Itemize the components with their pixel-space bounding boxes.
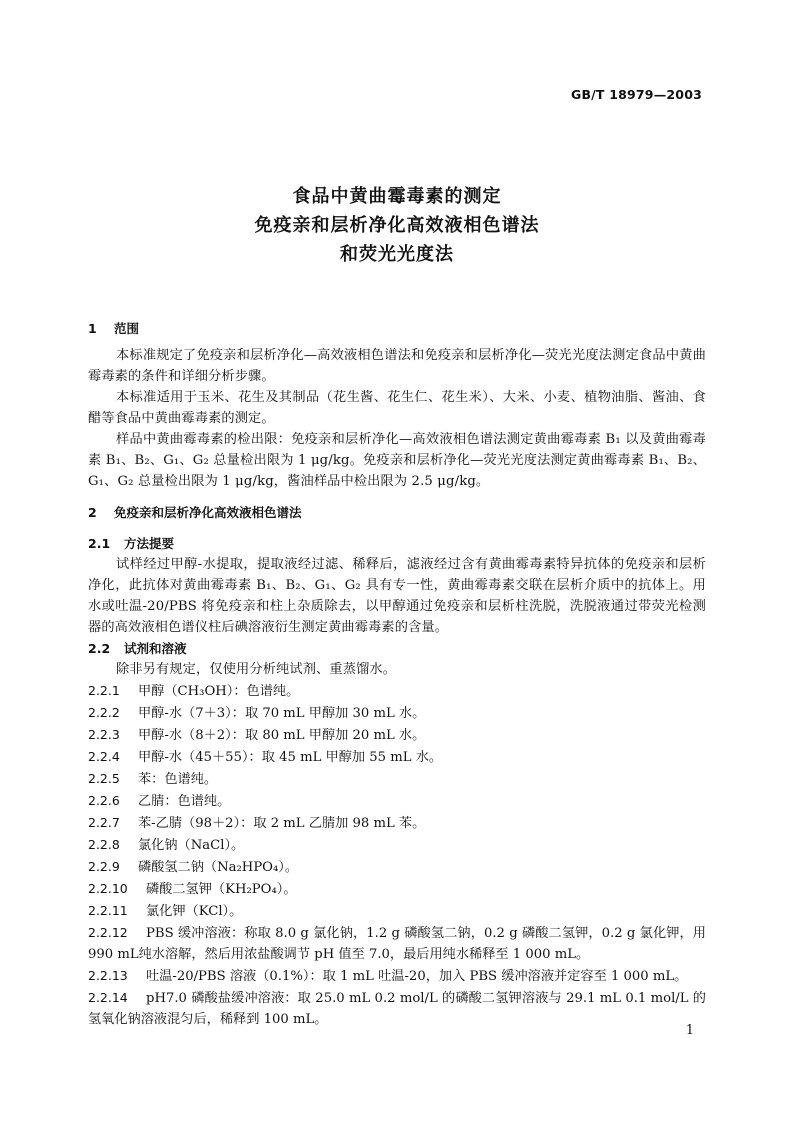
item-text: 甲醇（CH₃OH）：色谱纯。 — [138, 684, 300, 699]
section-number: 1 — [88, 321, 97, 336]
item-text: 磷酸二氢钾（KH₂PO₄）。 — [146, 882, 297, 897]
item-number: 2.2.7 — [88, 815, 120, 830]
title-line-3: 和荧光光度法 — [340, 244, 454, 265]
paragraph: 本标准规定了免疫亲和层析净化—高效液相色谱法和免疫亲和层析净化—荧光光度法测定食品中黄曲霉毒素的条件和详细分析步骤。 — [88, 348, 706, 384]
section-title: 范围 — [114, 321, 140, 336]
item-number: 2.2.1 — [88, 683, 120, 698]
item-text: 甲醇-水（7＋3）：取 70 mL 甲醇加 30 mL 水。 — [138, 706, 426, 721]
section-number: 2 — [88, 505, 97, 520]
item-text: 氯化钠（NaCl）。 — [138, 838, 245, 853]
document-title — [0, 182, 794, 269]
item-number: 2.2.2 — [88, 705, 120, 720]
list-item — [88, 856, 706, 878]
list-item — [88, 834, 706, 856]
item-number: 2.2.10 — [88, 881, 128, 896]
title-line-2: 免疫亲和层析净化高效液相色谱法 — [254, 215, 540, 236]
item-number: 2.2.5 — [88, 771, 120, 786]
item-number: 2.2.4 — [88, 749, 120, 764]
subsection-number: 2.1 — [88, 536, 111, 551]
paragraph: 试样经过甲醇-水提取，提取液经过滤、稀释后，滤液经过含有黄曲霉毒素特异抗体的免疫亲和层析净化，此抗体对黄曲霉毒素 B₁、B₂、G₁、G₂ 具有专一性，黄曲霉毒素交联在层析介质中的抗体上。用水或吐温-20/PBS 将免疫亲和柱上杂质除去，以甲醇通过免疫亲和层析柱洗脱，洗脱液通过带荧光检测器的高效液相色谱仪柱后碘溶液衍生测定黄曲霉毒素的含量。 — [88, 557, 706, 635]
page-number: 1 — [685, 1023, 694, 1038]
item-number: 2.2.14 — [88, 990, 128, 1005]
section-1-heading — [88, 318, 706, 339]
item-text: 氯化钾（KCl）。 — [146, 904, 243, 919]
section-2-heading — [88, 502, 706, 523]
list-item — [88, 900, 706, 922]
item-text: 磷酸氢二钠（Na₂HPO₄）。 — [138, 860, 299, 875]
item-text: 苯-乙腈（98＋2）：取 2 mL 乙腈加 98 mL 苯。 — [138, 816, 426, 831]
item-number: 2.2.8 — [88, 837, 120, 852]
item-number: 2.2.13 — [88, 968, 128, 983]
item-text: 苯：色谱纯。 — [138, 772, 218, 787]
list-item — [88, 724, 706, 746]
list-item — [88, 987, 706, 1030]
list-item — [88, 965, 706, 987]
standard-code: GB/T 18979—2003 — [570, 87, 702, 102]
subsection-number: 2.2 — [88, 641, 111, 656]
list-item — [88, 878, 706, 900]
list-item — [88, 680, 706, 702]
title-line-1: 食品中黄曲霉毒素的测定 — [292, 186, 502, 207]
list-item — [88, 702, 706, 724]
list-item — [88, 768, 706, 790]
list-item — [88, 746, 706, 768]
list-item — [88, 922, 706, 965]
paragraph: 本标准适用于玉米、花生及其制品（花生酱、花生仁、花生米）、大米、小麦、植物油脂、酱油、食醋等食品中黄曲霉毒素的测定。 — [88, 390, 706, 426]
item-text: 乙腈：色谱纯。 — [138, 794, 231, 809]
subsection-title: 方法提要 — [124, 536, 175, 551]
paragraph: 样品中黄曲霉毒素的检出限：免疫亲和层析净化—高效液相色谱法测定黄曲霉毒素 B₁ 以及黄曲霉毒素 B₁、B₂、G₁、G₂ 总量检出限为 1 μg/kg。免疫亲和层析净化—荧光光度法测定黄曲霉毒素 B₁、B₂、G₁、G₂ 总量检出限为 1 μg/kg，酱油样品中检出限为 2.5 μg/kg。 — [88, 432, 706, 489]
item-number: 2.2.9 — [88, 859, 120, 874]
subsection-2-1-heading — [88, 533, 706, 554]
item-text: pH7.0 磷酸盐缓冲溶液：取 25.0 mL 0.2 mol/L 的磷酸二氢钾溶液与 29.1 mL 0.1 mol/L 的氢氧化钠溶液混匀后，稀释到 100 mL。 — [88, 991, 706, 1027]
item-text: 甲醇-水（8＋2）：取 80 mL 甲醇加 20 mL 水。 — [138, 728, 426, 743]
subsection-2-2-heading — [88, 638, 706, 659]
item-text: 吐温-20/PBS 溶液（0.1%）：取 1 mL 吐温-20，加入 PBS 缓冲溶液并定容至 1 000 mL。 — [146, 969, 688, 984]
item-number: 2.2.12 — [88, 925, 128, 940]
document-body — [88, 318, 706, 1030]
list-item — [88, 812, 706, 834]
subsection-title: 试剂和溶液 — [124, 641, 187, 656]
item-number: 2.2.3 — [88, 727, 120, 742]
item-number: 2.2.6 — [88, 793, 120, 808]
item-text: PBS 缓冲溶液：称取 8.0 g 氯化钠，1.2 g 磷酸氢二钠，0.2 g 磷酸二氢钾，0.2 g 氯化钾，用 990 mL纯水溶解，然后用浓盐酸调节 pH 值至 7.0，最后用纯水稀释至 1 000 mL。 — [88, 926, 706, 962]
item-text: 甲醇-水（45＋55）：取 45 mL 甲醇加 55 mL 水。 — [138, 750, 443, 765]
item-number: 2.2.11 — [88, 903, 128, 918]
section-title: 免疫亲和层析净化高效液相色谱法 — [114, 505, 302, 520]
list-item — [88, 790, 706, 812]
paragraph: 除非另有规定，仅使用分析纯试剂、重蒸馏水。 — [116, 662, 397, 677]
